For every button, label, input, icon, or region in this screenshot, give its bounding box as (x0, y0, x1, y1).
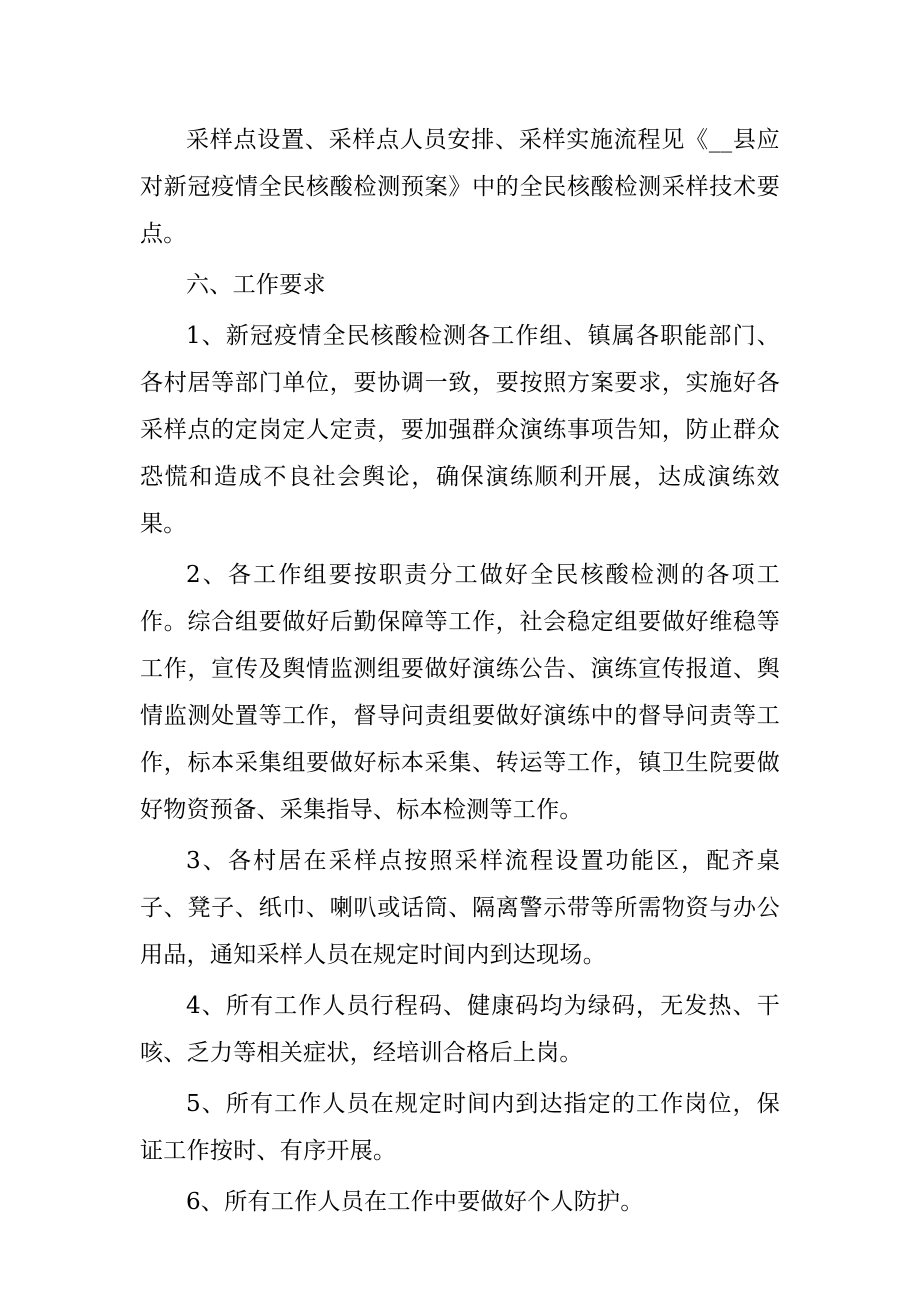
paragraph-requirement-4: 4、所有工作人员行程码、健康码均为绿码，无发热、干咳、乏力等相关症状，经培训合格后上岗。 (140, 993, 780, 1066)
paragraph-requirement-1: 1、新冠疫情全民核酸检测各工作组、镇属各职能部门、各村居等部门单位，要协调一致，要按照方案要求，实施好各采样点的定岗定人定责，要加强群众演练事项告知，防止群众恐慌和造成不良社会舆论，确保演练顺利开展，达成演练效果。 (140, 323, 780, 537)
paragraph-sampling-points: 采样点设置、采样点人员安排、采样实施流程见《__县应对新冠疫情全民核酸检测预案》中的全民核酸检测采样技术要点。 (140, 127, 780, 247)
section-heading-work-requirements: 六、工作要求 (186, 272, 326, 298)
paragraph-requirement-5: 5、所有工作人员在规定时间内到达指定的工作岗位，保证工作按时、有序开展。 (140, 1091, 780, 1164)
paragraph-requirement-3: 3、各村居在采样点按照采样流程设置功能区，配齐桌子、凳子、纸巾、喇叭或话筒、隔离警示带等所需物资与办公用品，通知采样人员在规定时间内到达现场。 (140, 848, 780, 968)
paragraph-requirement-2: 2、各工作组要按职责分工做好全民核酸检测的各项工作。综合组要做好后勤保障等工作，社会稳定组要做好维稳等工作，宣传及舆情监测组要做好演练公告、演练宣传报道、舆情监测处置等工作，督导问责组要做好演练中的督导问责等工作，标本采集组要做好标本采集、转运等工作，镇卫生院要做好物资预备、采集指导、标本检测等工作。 (140, 562, 780, 823)
paragraph-requirement-6: 6、所有工作人员在工作中要做好个人防护。 (186, 1189, 644, 1215)
document-body (140, 117, 780, 1226)
